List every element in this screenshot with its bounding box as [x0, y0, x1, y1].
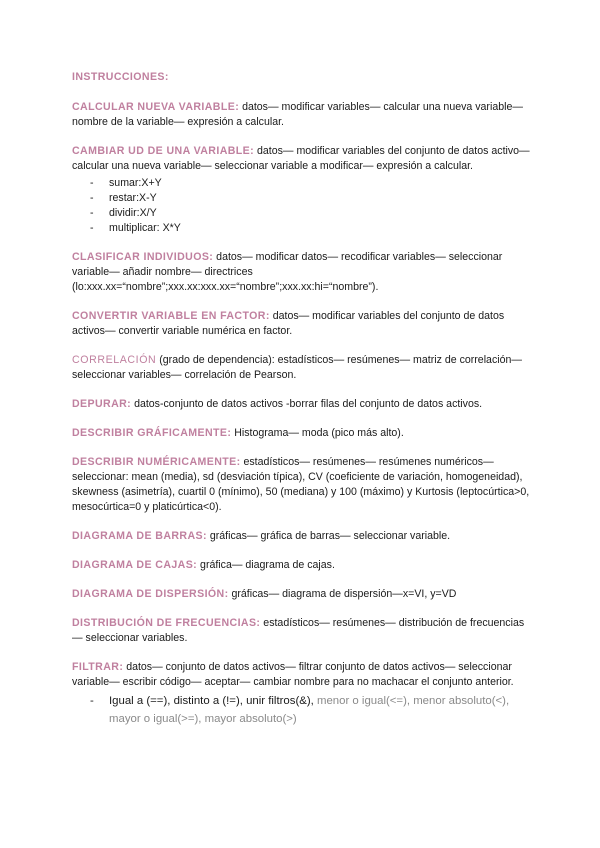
- section-calcular-nueva-variable: [72, 100, 532, 130]
- section-heading: CLASIFICAR INDIVIDUOS:: [72, 251, 214, 263]
- section-heading: FILTRAR:: [72, 661, 124, 673]
- section-correlacion: [72, 353, 532, 383]
- filter-operators-list: [72, 692, 532, 728]
- section-heading: DIAGRAMA DE BARRAS:: [72, 530, 207, 542]
- section-diagrama-barras: [72, 529, 532, 544]
- section-text: (grado de dependencia): estadísticos— resúmenes— matriz de correlación— seleccionar variables— correlación de Pearson.: [72, 354, 522, 381]
- section-heading: CORRELACIÓN: [72, 354, 157, 366]
- section-text: datos-conjunto de datos activos -borrar filas del conjunto de datos activos.: [131, 398, 483, 410]
- section-text: estadísticos— resúmenes— distribución de frecuencias— seleccionar variables.: [72, 617, 525, 644]
- section-text: gráficas— gráfica de barras— seleccionar variable.: [206, 530, 451, 542]
- section-heading: DESCRIBIR NUMÉRICAMENTE:: [72, 456, 241, 468]
- list-item: [72, 692, 532, 728]
- document-title: INSTRUCCIONES:: [72, 71, 169, 83]
- section-text: datos— conjunto de datos activos— filtrar conjunto de datos activos— seleccionar variable— escribir código— aceptar— cambiar nombre para no machacar el conjunto anterior.: [72, 661, 514, 688]
- section-diagrama-dispersion: [72, 587, 532, 602]
- section-heading: CALCULAR NUEVA VARIABLE:: [72, 101, 240, 113]
- filter-operators-text: Igual a (==), distinto a (!=), unir filtros(&),: [109, 695, 314, 707]
- section-filtrar: [72, 660, 532, 690]
- section-distribucion-frecuencias: [72, 616, 532, 646]
- section-heading: CAMBIAR UD DE UNA VARIABLE:: [72, 145, 255, 157]
- section-text: datos— modificar datos— recodificar variables— seleccionar variable— añadir nombre— directrices (lo:xxx.xx=“nombre”;xxx.xx:xxx.xx=“nombre”;xxx.xx:hi=“nombre”).: [72, 251, 503, 293]
- section-heading: CONVERTIR VARIABLE EN FACTOR:: [72, 310, 270, 322]
- list-item: - multiplicar: X*Y: [72, 221, 532, 236]
- section-clasificar-individuos: [72, 250, 532, 295]
- filter-operators-text-grey: menor o igual(<=), menor absoluto(<), mayor o igual(>=), mayor absoluto(>): [109, 695, 510, 725]
- section-text: datos— modificar variables del conjunto de datos activos— convertir variable numérica en factor.: [72, 310, 505, 337]
- section-describir-numericamente: [72, 455, 532, 515]
- section-describir-graficamente: [72, 426, 532, 441]
- section-heading: DISTRIBUCIÓN DE FRECUENCIAS:: [72, 617, 261, 629]
- section-heading: DIAGRAMA DE CAJAS:: [72, 559, 198, 571]
- section-diagrama-cajas: [72, 558, 532, 573]
- section-text: gráficas— diagrama de dispersión—x=VI, y=VD: [228, 588, 457, 600]
- document-page: [72, 70, 532, 728]
- list-item: - restar:X-Y: [72, 191, 532, 206]
- section-depurar: [72, 397, 532, 412]
- list-item: - sumar:X+Y: [72, 176, 532, 191]
- section-text: estadísticos— resúmenes— resúmenes numéricos— seleccionar: mean (media), sd (desviación típica), CV (coeficiente de variación, homogeneidad), skewness (asimetría), cuartil 0 (mínimo), 50 (mediana) y 100 (máximo) y Kurtosis (leptocúrtica>0, mesocúrtica=0 y platicúrtica<0).: [72, 456, 530, 513]
- section-heading: DEPURAR:: [72, 398, 132, 410]
- section-text: Histograma— moda (pico más alto).: [231, 427, 404, 439]
- section-cambiar-ud-variable: [72, 144, 532, 174]
- section-text: gráfica— diagrama de cajas.: [197, 559, 335, 571]
- section-text: datos— modificar variables del conjunto de datos activo— calcular una nueva variable— seleccionar variable a modificar— expresión a calcular.: [72, 145, 530, 172]
- operations-list: [72, 176, 532, 236]
- section-heading: DESCRIBIR GRÁFICAMENTE:: [72, 427, 232, 439]
- section-convertir-variable-factor: [72, 309, 532, 339]
- list-item: - dividir:X/Y: [72, 206, 532, 221]
- section-heading: DIAGRAMA DE DISPERSIÓN:: [72, 588, 229, 600]
- section-text: datos— modificar variables— calcular una nueva variable— nombre de la variable— expresión a calcular.: [72, 101, 523, 128]
